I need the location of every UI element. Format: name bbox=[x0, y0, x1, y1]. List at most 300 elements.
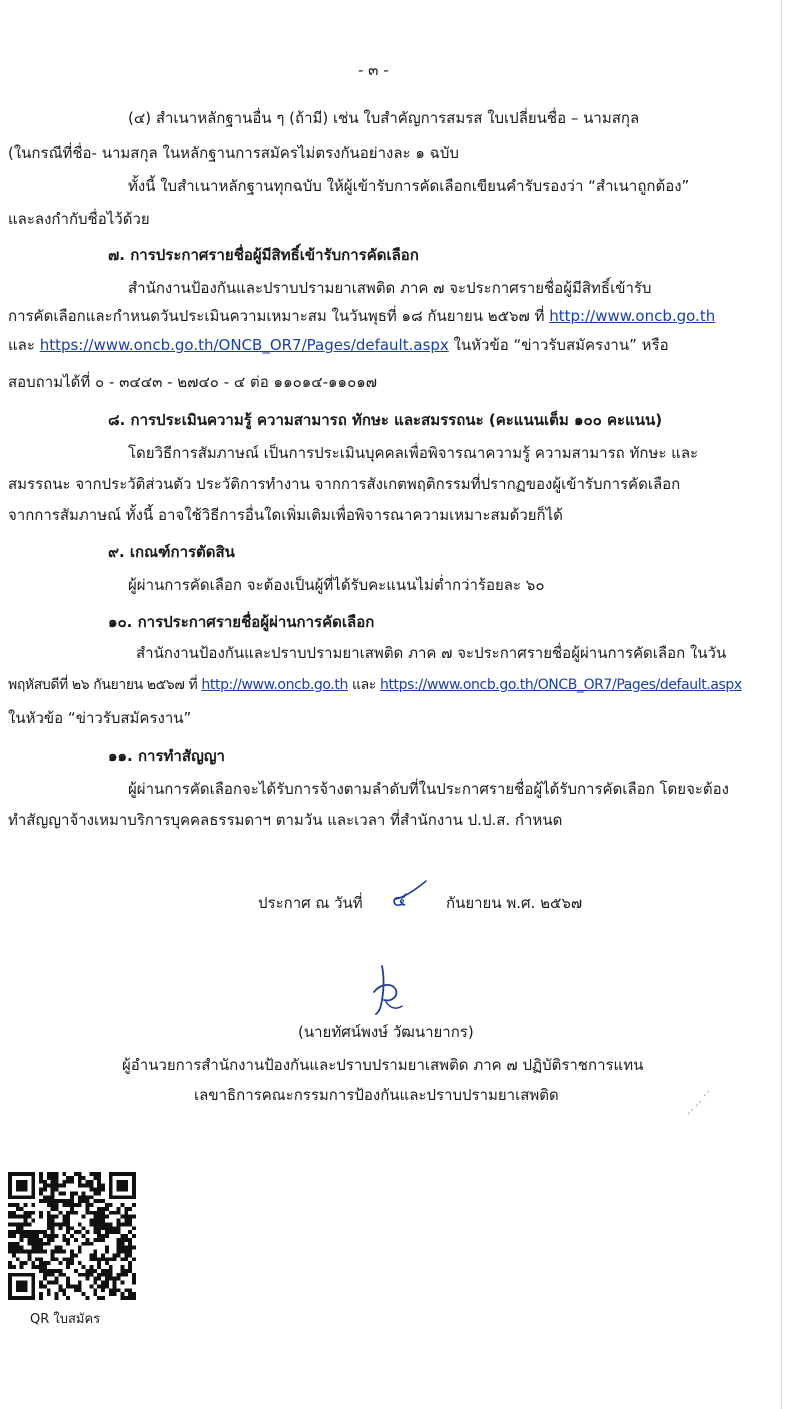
qr-module bbox=[89, 1273, 93, 1277]
item4-line3: ทั้งนี้ ใบสำเนาหลักฐานทุกฉบับ ให้ผู้เข้ารับการคัดเลือกเขียนคำรับรองว่า “สำเนาถูกต้อง” bbox=[128, 177, 690, 195]
qr-module bbox=[58, 1191, 62, 1195]
qr-module bbox=[58, 1246, 62, 1250]
qr-module bbox=[97, 1184, 101, 1188]
qr-finder-module bbox=[8, 1180, 12, 1184]
qr-module bbox=[55, 1246, 59, 1250]
qr-finder-module bbox=[8, 1281, 12, 1285]
qr-module bbox=[20, 1265, 24, 1269]
qr-module bbox=[12, 1234, 16, 1238]
qr-module bbox=[105, 1234, 109, 1238]
qr-module bbox=[97, 1226, 101, 1230]
qr-module bbox=[120, 1273, 124, 1277]
qr-module bbox=[128, 1246, 132, 1250]
qr-module bbox=[93, 1215, 97, 1219]
qr-finder-module bbox=[117, 1180, 121, 1184]
qr-module bbox=[82, 1199, 86, 1203]
qr-module bbox=[31, 1242, 35, 1246]
qr-module bbox=[74, 1230, 78, 1234]
qr-module bbox=[16, 1207, 20, 1211]
qr-module bbox=[89, 1188, 93, 1192]
qr-module bbox=[78, 1195, 82, 1199]
qr-module bbox=[35, 1250, 39, 1254]
qr-module bbox=[55, 1184, 59, 1188]
qr-finder-module bbox=[8, 1296, 12, 1300]
qr-module bbox=[35, 1242, 39, 1246]
qr-module bbox=[47, 1242, 51, 1246]
section10-link-or7[interactable]: https://www.oncb.go.th/ONCB_OR7/Pages/default.aspx bbox=[379, 677, 742, 693]
qr-finder-module bbox=[132, 1176, 136, 1180]
qr-module bbox=[89, 1242, 93, 1246]
qr-module bbox=[120, 1203, 124, 1207]
qr-module bbox=[74, 1269, 78, 1273]
qr-finder-module bbox=[24, 1195, 28, 1199]
qr-module bbox=[82, 1242, 86, 1246]
qr-finder-module bbox=[109, 1176, 113, 1180]
qr-module bbox=[89, 1222, 93, 1226]
qr-finder-module bbox=[109, 1195, 113, 1199]
qr-module bbox=[124, 1288, 128, 1292]
qr-finder-module bbox=[20, 1288, 24, 1292]
qr-module bbox=[70, 1195, 74, 1199]
qr-module bbox=[124, 1250, 128, 1254]
qr-module bbox=[39, 1188, 43, 1192]
qr-finder-module bbox=[27, 1172, 31, 1176]
qr-module bbox=[93, 1176, 97, 1180]
qr-module bbox=[117, 1246, 121, 1250]
qr-module bbox=[105, 1215, 109, 1219]
qr-module bbox=[78, 1172, 82, 1176]
qr-module bbox=[124, 1273, 128, 1277]
qr-module bbox=[51, 1195, 55, 1199]
qr-module bbox=[47, 1203, 51, 1207]
qr-module bbox=[8, 1203, 12, 1207]
qr-module bbox=[132, 1215, 136, 1219]
qr-module bbox=[132, 1246, 136, 1250]
qr-module bbox=[105, 1222, 109, 1226]
qr-module bbox=[128, 1207, 132, 1211]
qr-modules bbox=[8, 1172, 136, 1300]
qr-module bbox=[47, 1215, 51, 1219]
qr-module bbox=[43, 1199, 47, 1203]
qr-module bbox=[58, 1211, 62, 1215]
qr-module bbox=[31, 1250, 35, 1254]
qr-module bbox=[58, 1184, 62, 1188]
qr-module bbox=[39, 1199, 43, 1203]
qr-finder-module bbox=[12, 1172, 16, 1176]
qr-module bbox=[101, 1234, 105, 1238]
qr-module bbox=[31, 1230, 35, 1234]
qr-finder-module bbox=[24, 1184, 28, 1188]
qr-module bbox=[89, 1257, 93, 1261]
qr-module bbox=[128, 1238, 132, 1242]
qr-module bbox=[117, 1219, 121, 1223]
qr-module bbox=[55, 1277, 59, 1281]
qr-module bbox=[97, 1219, 101, 1223]
qr-module bbox=[43, 1195, 47, 1199]
qr-finder-module bbox=[31, 1176, 35, 1180]
qr-module bbox=[47, 1281, 51, 1285]
qr-finder-module bbox=[16, 1273, 20, 1277]
qr-module bbox=[70, 1250, 74, 1254]
qr-module bbox=[55, 1257, 59, 1261]
qr-module bbox=[58, 1273, 62, 1277]
qr-module bbox=[101, 1222, 105, 1226]
qr-module bbox=[55, 1176, 59, 1180]
signatory-title-line2: เลขาธิการคณะกรรมการป้องกันและปราบปรามยาเสพติด bbox=[194, 1086, 559, 1104]
qr-module bbox=[51, 1199, 55, 1203]
qr-module bbox=[89, 1172, 93, 1176]
qr-module bbox=[120, 1234, 124, 1238]
qr-finder-module bbox=[31, 1191, 35, 1195]
section7-line2 bbox=[8, 306, 715, 326]
qr-module bbox=[89, 1219, 93, 1223]
qr-module bbox=[16, 1222, 20, 1226]
qr-module bbox=[62, 1257, 66, 1261]
qr-module bbox=[132, 1203, 136, 1207]
qr-module bbox=[12, 1246, 16, 1250]
item4-line2: (ในกรณีที่ชื่อ- นามสกุล ในหลักฐานการสมัครไม่ตรงกันอย่างละ ๑ ฉบับ bbox=[8, 144, 459, 162]
qr-module bbox=[70, 1176, 74, 1180]
qr-module bbox=[89, 1180, 93, 1184]
qr-finder-module bbox=[124, 1188, 128, 1192]
qr-finder-module bbox=[16, 1188, 20, 1192]
qr-module bbox=[105, 1277, 109, 1281]
qr-module bbox=[51, 1207, 55, 1211]
qr-module bbox=[97, 1207, 101, 1211]
qr-module bbox=[31, 1265, 35, 1269]
qr-module bbox=[70, 1191, 74, 1195]
qr-finder-module bbox=[8, 1273, 12, 1277]
qr-module bbox=[39, 1257, 43, 1261]
qr-module bbox=[16, 1215, 20, 1219]
qr-module bbox=[8, 1211, 12, 1215]
section7-link-or7[interactable]: https://www.oncb.go.th/ONCB_OR7/Pages/default.aspx bbox=[39, 336, 449, 354]
qr-module bbox=[12, 1203, 16, 1207]
qr-module bbox=[55, 1250, 59, 1254]
qr-finder-module bbox=[12, 1273, 16, 1277]
qr-module bbox=[124, 1269, 128, 1273]
qr-module bbox=[78, 1261, 82, 1265]
qr-module bbox=[93, 1250, 97, 1254]
qr-module bbox=[124, 1219, 128, 1223]
qr-module bbox=[120, 1269, 124, 1273]
qr-module bbox=[74, 1203, 78, 1207]
qr-module bbox=[51, 1176, 55, 1180]
qr-module bbox=[43, 1234, 47, 1238]
section11-line2: ทำสัญญาจ้างเหมาบริการบุคคลธรรมดาฯ ตามวัน และเวลา ที่สำนักงาน ป.ป.ส. กำหนด bbox=[8, 811, 563, 829]
qr-module bbox=[105, 1281, 109, 1285]
qr-finder-module bbox=[16, 1172, 20, 1176]
qr-module bbox=[58, 1269, 62, 1273]
qr-module bbox=[47, 1211, 51, 1215]
qr-module bbox=[62, 1180, 66, 1184]
qr-finder-module bbox=[120, 1195, 124, 1199]
qr-module bbox=[39, 1246, 43, 1250]
qr-module bbox=[97, 1188, 101, 1192]
signatory-title-line1: ผู้อำนวยการสำนักงานป้องกันและปราบปรามยาเสพติด ภาค ๗ ปฏิบัติราชการแทน bbox=[122, 1056, 644, 1074]
section10-link-oncb[interactable]: http://www.oncb.go.th bbox=[201, 677, 348, 693]
qr-module bbox=[43, 1273, 47, 1277]
qr-module bbox=[97, 1284, 101, 1288]
qr-module bbox=[128, 1250, 132, 1254]
qr-module bbox=[58, 1288, 62, 1292]
qr-module bbox=[31, 1203, 35, 1207]
qr-module bbox=[43, 1284, 47, 1288]
qr-module bbox=[51, 1191, 55, 1195]
qr-module bbox=[78, 1176, 82, 1180]
qr-module bbox=[27, 1238, 31, 1242]
qr-module bbox=[101, 1219, 105, 1223]
qr-module bbox=[86, 1277, 90, 1281]
qr-module bbox=[101, 1226, 105, 1230]
qr-module bbox=[27, 1253, 31, 1257]
qr-finder-module bbox=[24, 1188, 28, 1192]
qr-module bbox=[97, 1180, 101, 1184]
qr-module bbox=[120, 1296, 124, 1300]
qr-module bbox=[51, 1238, 55, 1242]
qr-module bbox=[82, 1265, 86, 1269]
qr-module bbox=[113, 1257, 117, 1261]
qr-module bbox=[70, 1261, 74, 1265]
qr-module bbox=[120, 1242, 124, 1246]
qr-module bbox=[66, 1257, 70, 1261]
qr-module bbox=[12, 1222, 16, 1226]
qr-finder-module bbox=[124, 1172, 128, 1176]
qr-module bbox=[113, 1253, 117, 1257]
qr-module bbox=[128, 1215, 132, 1219]
qr-module bbox=[109, 1269, 113, 1273]
qr-module bbox=[12, 1265, 16, 1269]
qr-module bbox=[12, 1253, 16, 1257]
qr-module bbox=[62, 1273, 66, 1277]
qr-module bbox=[93, 1277, 97, 1281]
qr-module bbox=[43, 1230, 47, 1234]
qr-module bbox=[105, 1207, 109, 1211]
qr-module bbox=[66, 1211, 70, 1215]
section10-heading: ๑๐. การประกาศรายชื่อผู้ผ่านการคัดเลือก bbox=[108, 613, 375, 631]
qr-module bbox=[35, 1234, 39, 1238]
qr-module bbox=[101, 1257, 105, 1261]
qr-module bbox=[66, 1219, 70, 1223]
qr-finder-module bbox=[109, 1172, 113, 1176]
qr-module bbox=[31, 1219, 35, 1223]
qr-module bbox=[12, 1211, 16, 1215]
qr-finder-module bbox=[20, 1281, 24, 1285]
qr-module bbox=[97, 1261, 101, 1265]
qr-module bbox=[43, 1277, 47, 1281]
qr-module bbox=[113, 1226, 117, 1230]
qr-module bbox=[27, 1222, 31, 1226]
qr-module bbox=[58, 1284, 62, 1288]
qr-module bbox=[39, 1238, 43, 1242]
qr-module bbox=[128, 1242, 132, 1246]
announcement-prefix: ประกาศ ณ วันที่ bbox=[258, 894, 363, 912]
qr-module bbox=[97, 1273, 101, 1277]
section7-line3-suffix: ในหัวข้อ “ข่าวรับสมัครงาน” หรือ bbox=[453, 336, 669, 354]
qr-module bbox=[70, 1199, 74, 1203]
qr-module bbox=[27, 1250, 31, 1254]
qr-module bbox=[82, 1292, 86, 1296]
qr-module bbox=[128, 1222, 132, 1226]
qr-module bbox=[70, 1211, 74, 1215]
qr-module bbox=[117, 1226, 121, 1230]
qr-module bbox=[62, 1238, 66, 1242]
qr-finder-module bbox=[24, 1281, 28, 1285]
qr-module bbox=[16, 1257, 20, 1261]
qr-module bbox=[74, 1288, 78, 1292]
qr-module bbox=[128, 1288, 132, 1292]
qr-module bbox=[120, 1292, 124, 1296]
qr-code-image[interactable] bbox=[8, 1172, 136, 1300]
qr-finder-module bbox=[117, 1195, 121, 1199]
qr-module bbox=[20, 1246, 24, 1250]
qr-finder-module bbox=[24, 1172, 28, 1176]
qr-finder-module bbox=[12, 1296, 16, 1300]
qr-module bbox=[62, 1191, 66, 1195]
qr-module bbox=[47, 1261, 51, 1265]
section9-heading: ๙. เกณฑ์การตัดสิน bbox=[108, 543, 235, 561]
qr-module bbox=[117, 1230, 121, 1234]
qr-module bbox=[66, 1242, 70, 1246]
qr-module bbox=[128, 1292, 132, 1296]
qr-module bbox=[55, 1188, 59, 1192]
qr-module bbox=[74, 1211, 78, 1215]
qr-module bbox=[109, 1211, 113, 1215]
qr-module bbox=[31, 1238, 35, 1242]
qr-module bbox=[47, 1226, 51, 1230]
qr-module bbox=[132, 1292, 136, 1296]
qr-module bbox=[78, 1203, 82, 1207]
qr-module bbox=[39, 1230, 43, 1234]
qr-finder-module bbox=[24, 1284, 28, 1288]
qr-module bbox=[82, 1195, 86, 1199]
section8-line1: โดยวิธีการสัมภาษณ์ เป็นการประเมินบุคคลเพื่อพิจารณาความรู้ ความสามารถ ทักษะ และ bbox=[128, 444, 699, 462]
qr-module bbox=[47, 1269, 51, 1273]
qr-module bbox=[20, 1222, 24, 1226]
qr-module bbox=[132, 1277, 136, 1281]
qr-module bbox=[89, 1203, 93, 1207]
qr-module bbox=[66, 1296, 70, 1300]
qr-module bbox=[35, 1246, 39, 1250]
qr-module bbox=[66, 1238, 70, 1242]
qr-finder-module bbox=[113, 1195, 117, 1199]
qr-module bbox=[20, 1238, 24, 1242]
qr-finder-module bbox=[120, 1172, 124, 1176]
qr-finder-module bbox=[24, 1180, 28, 1184]
section7-line3 bbox=[8, 335, 669, 355]
qr-module bbox=[93, 1288, 97, 1292]
qr-finder-module bbox=[124, 1184, 128, 1188]
qr-module bbox=[16, 1226, 20, 1230]
handwritten-day-mark bbox=[392, 877, 430, 905]
qr-module bbox=[8, 1222, 12, 1226]
qr-module bbox=[43, 1265, 47, 1269]
qr-finder-module bbox=[8, 1277, 12, 1281]
qr-finder-module bbox=[8, 1184, 12, 1188]
qr-module bbox=[55, 1203, 59, 1207]
qr-module bbox=[93, 1269, 97, 1273]
qr-module bbox=[117, 1277, 121, 1281]
qr-module bbox=[51, 1273, 55, 1277]
qr-module bbox=[89, 1284, 93, 1288]
qr-module bbox=[47, 1288, 51, 1292]
qr-module bbox=[89, 1195, 93, 1199]
qr-module bbox=[78, 1199, 82, 1203]
qr-module bbox=[55, 1269, 59, 1273]
qr-finder-module bbox=[31, 1292, 35, 1296]
signature-mark bbox=[362, 962, 410, 1018]
qr-module bbox=[70, 1284, 74, 1288]
qr-finder-module bbox=[27, 1273, 31, 1277]
qr-module bbox=[78, 1284, 82, 1288]
qr-module bbox=[128, 1253, 132, 1257]
qr-module bbox=[20, 1226, 24, 1230]
qr-module bbox=[58, 1261, 62, 1265]
qr-module bbox=[47, 1172, 51, 1176]
qr-module bbox=[74, 1284, 78, 1288]
qr-module bbox=[51, 1253, 55, 1257]
qr-finder-module bbox=[16, 1195, 20, 1199]
qr-module bbox=[35, 1257, 39, 1261]
qr-module bbox=[117, 1288, 121, 1292]
qr-module bbox=[128, 1269, 132, 1273]
qr-module bbox=[55, 1199, 59, 1203]
qr-module bbox=[82, 1184, 86, 1188]
qr-finder-module bbox=[20, 1188, 24, 1192]
qr-module bbox=[93, 1199, 97, 1203]
qr-module bbox=[89, 1265, 93, 1269]
qr-module bbox=[62, 1184, 66, 1188]
qr-module bbox=[120, 1265, 124, 1269]
qr-module bbox=[62, 1234, 66, 1238]
signatory-name: (นายทัศน์พงษ์ วัฒนายากร) bbox=[298, 1023, 474, 1041]
qr-module bbox=[93, 1222, 97, 1226]
qr-module bbox=[43, 1184, 47, 1188]
qr-finder-module bbox=[31, 1281, 35, 1285]
qr-module bbox=[124, 1296, 128, 1300]
qr-module bbox=[124, 1207, 128, 1211]
qr-module bbox=[93, 1281, 97, 1285]
qr-finder-module bbox=[16, 1284, 20, 1288]
section10-line2-mid: และ bbox=[351, 677, 376, 693]
qr-module bbox=[86, 1238, 90, 1242]
qr-module bbox=[86, 1184, 90, 1188]
qr-module bbox=[20, 1261, 24, 1265]
qr-module bbox=[97, 1211, 101, 1215]
qr-finder-module bbox=[8, 1284, 12, 1288]
qr-finder-module bbox=[31, 1277, 35, 1281]
qr-module bbox=[86, 1199, 90, 1203]
qr-module bbox=[86, 1180, 90, 1184]
qr-module bbox=[55, 1207, 59, 1211]
qr-module bbox=[8, 1230, 12, 1234]
qr-module bbox=[12, 1242, 16, 1246]
qr-module bbox=[24, 1250, 28, 1254]
qr-module bbox=[78, 1273, 82, 1277]
section7-link-oncb[interactable]: http://www.oncb.go.th bbox=[549, 307, 716, 325]
qr-module bbox=[132, 1296, 136, 1300]
qr-module bbox=[93, 1226, 97, 1230]
qr-module bbox=[105, 1284, 109, 1288]
qr-module bbox=[120, 1281, 124, 1285]
qr-module bbox=[109, 1277, 113, 1281]
qr-module bbox=[120, 1246, 124, 1250]
qr-module bbox=[86, 1269, 90, 1273]
qr-module bbox=[43, 1269, 47, 1273]
qr-module bbox=[66, 1222, 70, 1226]
section7-heading: ๗. การประกาศรายชื่อผู้มีสิทธิ์เข้ารับการคัดเลือก bbox=[108, 246, 419, 264]
qr-module bbox=[43, 1188, 47, 1192]
